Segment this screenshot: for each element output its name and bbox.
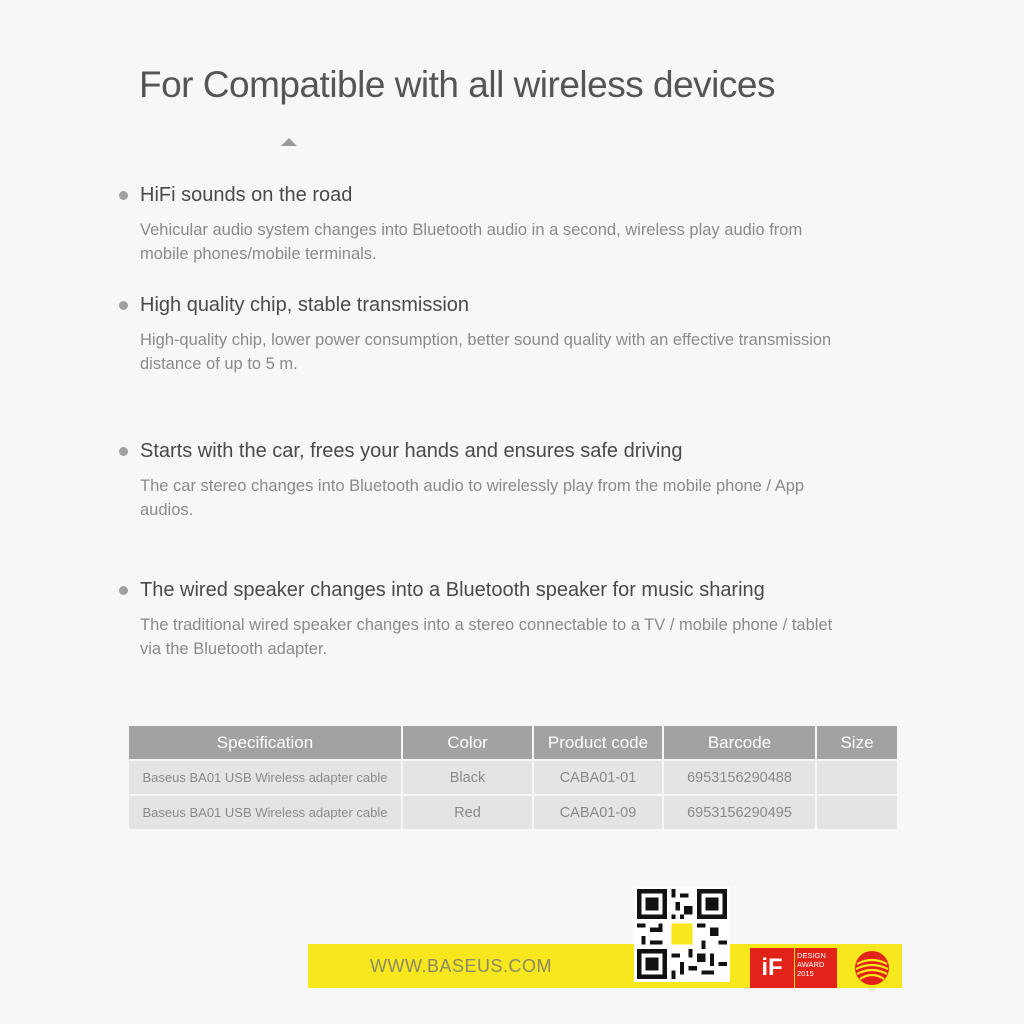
column-header-specification: Specification [129,726,401,759]
cell-specification: Baseus BA01 USB Wireless adapter cable [129,761,401,794]
feature-item [119,579,859,661]
column-header-size: Size [817,726,897,759]
bullet-icon [119,301,128,310]
feature-text: The car stereo changes into Bluetooth audio to wirelessly play from the mobile phone / App audios. [140,477,805,519]
spec-table [127,724,899,831]
feature-heading: Starts with the car, frees your hands and ensures safe driving [140,440,683,462]
if-design-logo [750,948,794,988]
table-header-row [129,726,897,759]
bullet-icon [119,191,128,200]
design-award-label [795,948,837,988]
triangle-up-icon [281,138,297,146]
cell-product-code: CABA01-01 [534,761,662,794]
feature-heading: HiFi sounds on the road [140,184,353,206]
award-line: DESIGN [797,951,826,960]
cell-barcode: 6953156290495 [664,796,815,829]
cell-size [817,796,897,829]
feature-text: The traditional wired speaker changes into a stereo connectable to a TV / mobile phone / tablet via the Bluetooth adapter. [140,616,833,658]
cell-size [817,761,897,794]
red-dot-award-icon [852,948,892,988]
feature-item [119,294,859,376]
website-link[interactable]: WWW.BASEUS.COM [370,956,552,976]
feature-text: High-quality chip, lower power consumption, better sound quality with an effective transmission distance of up to 5 m. [140,331,832,373]
column-header-color: Color [403,726,532,759]
page-title: For Compatible with all wireless devices [139,64,775,105]
if-logo-text: iF [761,954,783,981]
cell-product-code: CABA01-09 [534,796,662,829]
award-line: AWARD [797,960,825,969]
column-header-barcode: Barcode [664,726,815,759]
cell-specification: Baseus BA01 USB Wireless adapter cable [129,796,401,829]
cell-barcode: 6953156290488 [664,761,815,794]
feature-heading: The wired speaker changes into a Bluetooth speaker for music sharing [140,579,765,601]
feature-heading: High quality chip, stable transmission [140,294,470,316]
award-line: 2015 [797,969,814,978]
feature-text: Vehicular audio system changes into Bluetooth audio in a second, wireless play audio from mobile phones/mobile terminals. [140,221,803,263]
feature-item [119,184,859,266]
column-header-product-code: Product code [534,726,662,759]
cell-color: Red [403,796,532,829]
qr-code-icon [634,886,730,982]
bullet-icon [119,586,128,595]
table-row [129,761,897,794]
cell-color: Black [403,761,532,794]
bullet-icon [119,447,128,456]
table-row [129,796,897,829]
feature-item [119,440,859,522]
